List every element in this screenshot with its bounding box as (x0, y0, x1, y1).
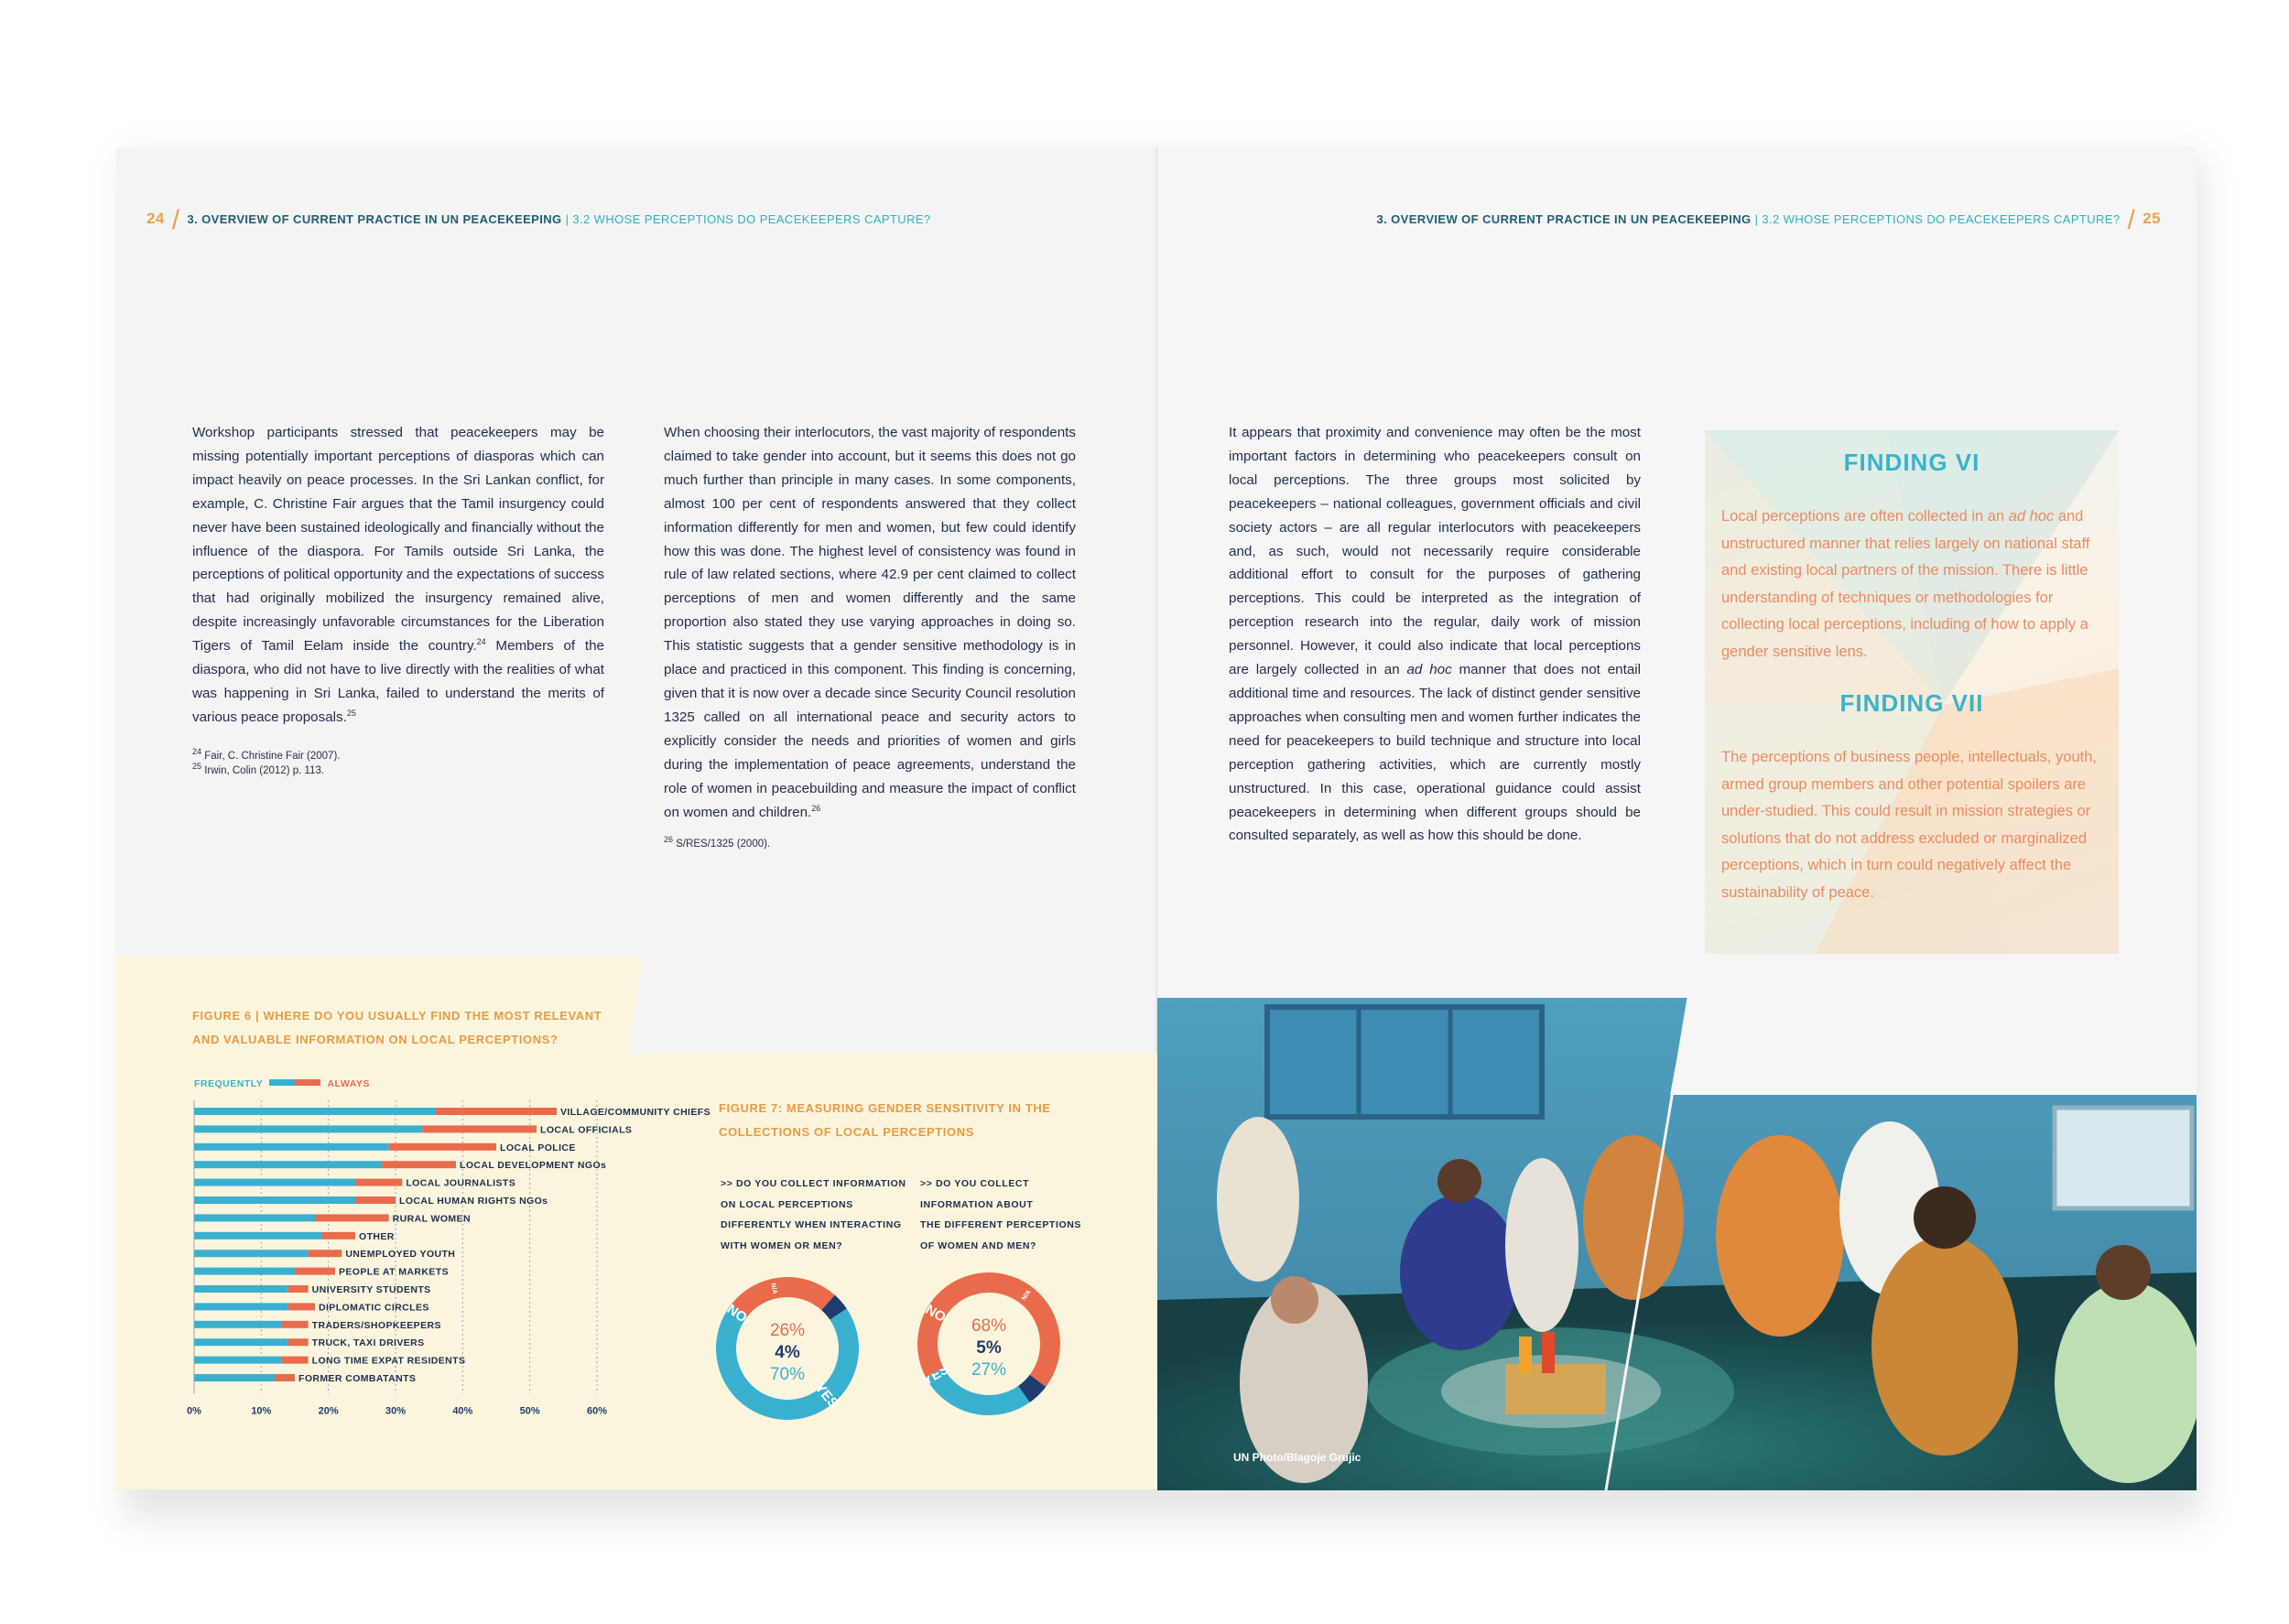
paragraph: manner that does not entail additional time and resources. The lack of distinct gender sensitive approaches when consulting men and women further indicates the need for peacekeepers to build technique and structure into local perception gathering activities, which are currently mostly unstructured. In this case, operational guidance could assist peacekeepers in determining when different groups should be consulted separately, as well as how this should be done. (1229, 662, 1642, 844)
donut-center-value: 26% (769, 1321, 806, 1340)
question-line: ON LOCAL PERCEPTIONS (721, 1198, 853, 1210)
donut-ring-label: NO (922, 1301, 949, 1326)
category-label: UNIVERSITY STUDENTS (311, 1284, 431, 1295)
footnotes-col2 (664, 837, 1076, 851)
legend-frequently-swatch (269, 1079, 295, 1086)
legend-always-label: ALWAYS (327, 1078, 370, 1089)
figure-7-caption (719, 1097, 1051, 1144)
donut-center-value: 4% (775, 1343, 800, 1362)
category-label: LOCAL OFFICIALS (540, 1124, 633, 1136)
finding-7-title: FINDING VII (1839, 689, 1984, 717)
footnote (192, 749, 604, 763)
donut-center-value: 27% (971, 1360, 1007, 1380)
bar-frequently (194, 1357, 281, 1364)
bar-frequently (194, 1196, 355, 1204)
bar-frequently (194, 1268, 295, 1275)
meeting-photo (1157, 998, 2197, 1490)
figure-7-title-line1: MEASURING GENDER SENSITIVITY IN THE (786, 1101, 1051, 1115)
donut-ring-label: YES (811, 1380, 841, 1412)
paragraph: When choosing their interlocutors, the vast majority of respondents claimed to take gender into account, but it seems this does not go much further than principle in many cases. In some components, almost 100 per cent of respondents answered that they collect information differently for men and women, but few could identify how this was done. The highest level of consistency was found in rule of law related sections, where 42.9 per cent claimed to collect perceptions of men and women differently and the same proportion also stated they use varying approaches in doing so. This statistic suggests that a gender sensitive methodology is in place and practiced in this component. This finding is concerning, given that it is now over a decade since Security Council resolution 1325 called on all international peace and security actors to explicitly consider the needs and priorities of women and girls during the implementation of peace agreements, understand the role of women in peacebuilding and measure the impact of conflict on women and children. (664, 425, 1076, 820)
category-label: LOCAL POLICE (500, 1142, 576, 1153)
category-label: PEOPLE AT MARKETS (339, 1266, 449, 1278)
footnote-text: Fair, C. Christine Fair (2007). (201, 751, 341, 762)
category-label: LOCAL DEVELOPMENT NGOs (460, 1160, 607, 1172)
bar-frequently (194, 1250, 309, 1257)
running-head-sep: | (1754, 212, 1759, 226)
bar-frequently (194, 1285, 288, 1293)
category-label: TRUCK, TAXI DRIVERS (311, 1337, 425, 1349)
bar-frequently (194, 1179, 355, 1186)
bar-always (288, 1338, 309, 1346)
finding-text: and unstructured manner that relies largely on national staff and existing local partners of the mission. There is little understanding of techniques or methodologies for collecting local perceptions, including of how to apply a gender sensitive lens. (1721, 508, 2090, 660)
bar-frequently (194, 1232, 321, 1240)
donut-ring-label: YES (919, 1361, 952, 1389)
footnote-number: 25 (192, 762, 202, 772)
category-label: RURAL WOMEN (392, 1213, 471, 1225)
footnote-text: S/RES/1325 (2000). (673, 839, 771, 850)
donut-center-value: 68% (971, 1316, 1007, 1336)
page-number-left: 24 (146, 210, 165, 227)
bar-always (309, 1250, 342, 1257)
x-tick-label: 40% (452, 1405, 473, 1417)
donut-ring-label: N/A (769, 1283, 778, 1295)
bar-always (275, 1374, 295, 1381)
page-number-right: 25 (2143, 210, 2161, 227)
paragraph: Workshop participants stressed that peacekeepers may be missing potentially important perceptions of diasporas which can impact heavily on peace processes. In the Sri Lankan conflict, for example, C. Christine Fair argues that the Tamil insurgency could never have been sustained ideologically and financially without the influence of the diaspora. For Tamils outside Sri Lanka, the perceptions of political opportunity and the expectations of success that had originally mobilized the insurgency remained alive, despite increasingly unfavorable circumstances for the Liberation Tigers of Tamil Eelam inside the country. (192, 425, 604, 655)
x-tick-label: 30% (385, 1405, 407, 1417)
finding-7-text: The perceptions of business people, intellectuals, youth, armed group members and other potential spoilers are under-studied. This could result in mission strategies or solutions that do not address excluded or marginalized perceptions, which in turn could negatively affect the sustainability of peace. (1721, 749, 2098, 901)
bar-always (295, 1268, 335, 1275)
figure-6-caption (192, 1004, 602, 1052)
finding-6-title: FINDING VI (1843, 449, 1980, 476)
category-label: OTHER (359, 1230, 395, 1242)
x-tick-label: 10% (251, 1405, 272, 1417)
body-column-3 (1229, 421, 1641, 848)
footnote (664, 837, 1076, 851)
figure-7-donut-1 (710, 1271, 865, 1426)
bar-always (436, 1108, 557, 1115)
bar-frequently (194, 1161, 382, 1168)
category-label: LOCAL JOURNALISTS (406, 1177, 516, 1189)
category-label: TRADERS/SHOPKEEPERS (311, 1319, 441, 1331)
running-head-section: 3. OVERVIEW OF CURRENT PRACTICE IN UN PEACEKEEPING (1376, 212, 1752, 226)
emphasis: ad hoc (1406, 662, 1452, 678)
donut-ring-label: N/A (1020, 1289, 1033, 1303)
figure-6-legend (194, 1078, 370, 1089)
footnote-number: 26 (664, 835, 674, 845)
bar-always (321, 1232, 355, 1240)
finding-text: Local perceptions are often collected in an (1721, 508, 2009, 525)
running-head-right (1376, 205, 2161, 236)
category-label: DIPLOMATIC CIRCLES (319, 1302, 429, 1314)
bar-always (288, 1285, 309, 1293)
bar-frequently (194, 1143, 389, 1151)
category-label: UNEMPLOYED YOUTH (345, 1249, 456, 1261)
findings-box (1705, 430, 2119, 954)
footnote-number: 24 (192, 747, 202, 757)
finding-6-text (1721, 503, 2104, 666)
bar-always (315, 1214, 389, 1221)
question-line: INFORMATION ABOUT (920, 1198, 1034, 1210)
running-head-sep: | (565, 212, 570, 226)
category-label: LONG TIME EXPAT RESIDENTS (311, 1355, 466, 1367)
figure-7-donut-2 (911, 1266, 1067, 1422)
bar-always (281, 1357, 308, 1364)
bar-frequently (194, 1108, 436, 1115)
bar-frequently (194, 1374, 275, 1381)
running-head-subsection: 3.2 WHOSE PERCEPTIONS DO PEACEKEEPERS CAPTURE? (572, 212, 931, 226)
figure-7-question-1 (721, 1174, 906, 1256)
figure-7-question-2 (920, 1174, 1081, 1256)
donut-ring-label: NO (723, 1301, 750, 1326)
figure-7-title-line2: COLLECTIONS OF LOCAL PERCEPTIONS (719, 1125, 974, 1139)
body-column-2 (664, 421, 1076, 824)
legend-frequently-label: FREQUENTLY (194, 1078, 264, 1089)
bar-frequently (194, 1321, 281, 1328)
footnote-ref: 25 (346, 708, 356, 718)
question-line: >> DO YOU COLLECT INFORMATION (721, 1178, 906, 1189)
photo-illustration (1157, 998, 2197, 1490)
category-label: LOCAL HUMAN RIGHTS NGOs (399, 1196, 548, 1207)
footnotes-col1 (192, 749, 604, 778)
bar-always (281, 1321, 308, 1328)
donut-center-value: 70% (769, 1365, 806, 1384)
question-line: WITH WOMEN OR MEN? (721, 1240, 843, 1251)
running-head-section: 3. OVERVIEW OF CURRENT PRACTICE IN UN PEACEKEEPING (187, 212, 562, 226)
bar-frequently (194, 1303, 288, 1310)
bar-frequently (194, 1214, 315, 1221)
slash-divider: / (171, 205, 180, 235)
bar-always (355, 1196, 396, 1204)
body-column-1 (192, 421, 604, 730)
bar-always (422, 1125, 537, 1132)
donut-center-value: 5% (976, 1338, 1002, 1358)
figure-6-title-line1: WHERE DO YOU USUALLY FIND THE MOST RELEVANT (263, 1009, 602, 1023)
footnote-ref: 24 (476, 637, 486, 647)
x-tick-label: 0% (187, 1405, 201, 1417)
bar-always (288, 1303, 315, 1310)
question-line: THE DIFFERENT PERCEPTIONS (920, 1219, 1082, 1231)
figure-6-bar-chart (174, 1097, 723, 1426)
question-line: >> DO YOU COLLECT (920, 1178, 1030, 1189)
bar-frequently (194, 1125, 422, 1132)
paragraph: It appears that proximity and convenience may often be the most important factors in determining who peacekeepers consult on local perceptions. The three groups most solicited by peacekeepers – national colleagues, government officials and civil society actors – are all regular interlocutors with peacekeepers and, as such, would not necessarily require considerable additional effort to consult for the purposes of gathering perceptions. This could be interpreted as the integration of perception research into the regular, daily work of mission personnel. However, it could also indicate that local perceptions are largely collected in an (1229, 425, 1641, 678)
footnote-text: Irwin, Colin (2012) p. 113. (201, 765, 325, 776)
question-line: OF WOMEN AND MEN? (920, 1240, 1037, 1251)
paragraph: Members of the diaspora, who did not have to live directly with the realities of what was happening in Sri Lanka, failed to understand the merits of various peace proposals. (192, 638, 604, 725)
figure-7-label: FIGURE 7: (719, 1101, 783, 1115)
x-tick-label: 50% (519, 1405, 540, 1417)
footnote (192, 763, 604, 778)
x-tick-label: 20% (318, 1405, 339, 1417)
photo-credit: UN Photo/Blagoje Grujic (1233, 1451, 1361, 1464)
slash-divider: / (2127, 205, 2136, 235)
x-tick-label: 60% (586, 1405, 608, 1417)
bar-always (355, 1179, 402, 1186)
bar-frequently (194, 1338, 288, 1346)
figure-6-title-line2: AND VALUABLE INFORMATION ON LOCAL PERCEPTIONS? (192, 1033, 559, 1046)
caption-sep: | (255, 1009, 260, 1023)
legend-always-swatch (295, 1079, 320, 1086)
running-head-left (146, 205, 931, 236)
figure-6-label: FIGURE 6 (192, 1009, 252, 1023)
running-head-subsection: 3.2 WHOSE PERCEPTIONS DO PEACEKEEPERS CAPTURE? (1762, 212, 2121, 226)
category-label: FORMER COMBATANTS (298, 1373, 417, 1384)
bar-always (389, 1143, 496, 1151)
question-line: DIFFERENTLY WHEN INTERACTING (721, 1219, 902, 1231)
bar-always (382, 1161, 456, 1168)
category-label: VILLAGE/COMMUNITY CHIEFS (560, 1107, 711, 1118)
emphasis: ad hoc (2008, 508, 2055, 525)
footnote-ref: 26 (811, 803, 821, 813)
